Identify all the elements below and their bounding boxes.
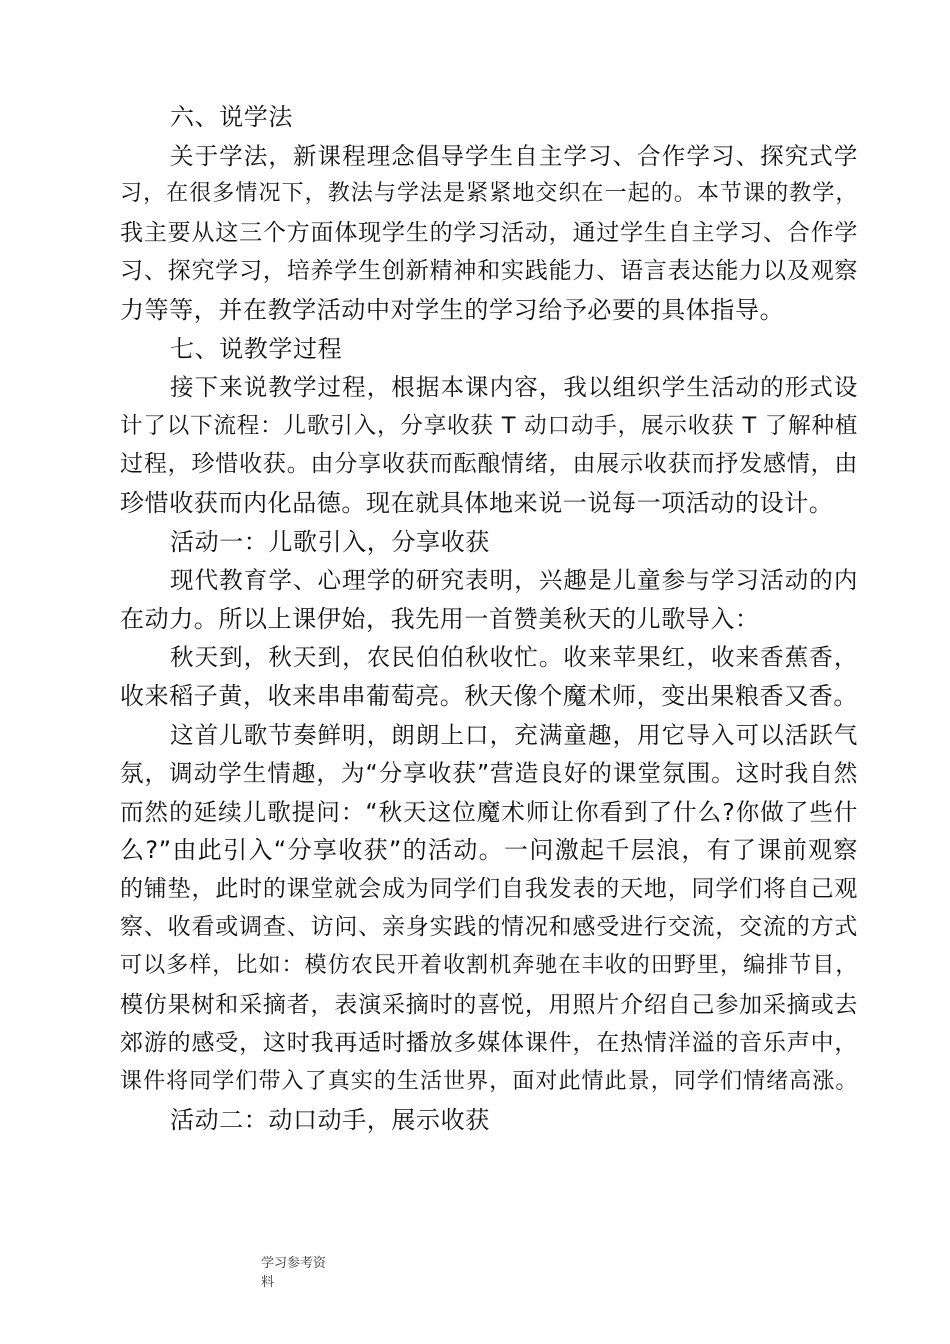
text-line: 现代教育学、心理学的研究表明，兴趣是儿童参与学习活动的内 (170, 566, 858, 595)
text-line: 模仿果树和采摘者，表演采摘时的喜悦，用照片介绍自己参加采摘或去 (120, 991, 858, 1018)
text-line: 力等等，并在教学活动中对学生的学习给予必要的具体指导。 (120, 295, 785, 324)
text-line: 这首儿歌节奏鲜明，朗朗上口，充满童趣，用它导入可以活跃气 (170, 720, 858, 749)
text-line: 而然的延续儿歌提问：“秋天这位魔术师让你看到了什么?你做了些什 (120, 797, 858, 826)
text-line: 我主要从这三个方面体现学生的学习活动，通过学生自主学习、合作学 (120, 219, 858, 246)
text-line: 活动二：动口动手，展示收获 (170, 1106, 490, 1135)
text-line: 收来稻子黄，收来串串葡萄亮。秋天像个魔术师，变出果粮香又香。 (120, 681, 858, 710)
text-line: 习，在很多情况下，教法与学法是紧紧地交织在一起的。本节课的教学， (120, 181, 858, 207)
text-line: 计了以下流程：儿歌引入，分享收获 T 动口动手，展示收获 T 了解种植 (120, 412, 858, 439)
text-line: 在动力。所以上课伊始，我先用一首赞美秋天的儿歌导入： (120, 604, 760, 633)
page-footer (261, 1254, 326, 1292)
text-line: 七、说教学过程 (170, 334, 343, 363)
text-line: 察、收看或调查、访问、亲身实践的情况和感受进行交流，交流的方式 (120, 914, 858, 941)
text-line: 过程，珍惜收获。由分享收获而酝酿情绪，由展示收获而抒发感情，由 (120, 451, 858, 478)
text-line: 活动一：儿歌引入，分享收获 (170, 527, 490, 556)
text-line: 关于学法，新课程理念倡导学生自主学习、合作学习、探究式学 (170, 141, 858, 170)
footer-line-2: 料 (261, 1275, 275, 1290)
text-line: 六、说学法 (170, 103, 293, 131)
text-line: 珍惜收获而内化品德。现在就具体地来说一说每一项活动的设计。 (120, 488, 834, 517)
text-line: 氛，调动学生情趣，为“分享收获”营造良好的课堂氛围。这时我自然 (120, 759, 858, 788)
text-line: 么?”由此引入“分享收获”的活动。一问激起千层浪，有了课前观察 (120, 836, 858, 865)
text-line: 郊游的感受，这时我再适时播放多媒体课件，在热情洋溢的音乐声中， (120, 1030, 858, 1057)
text-line: 的铺垫，此时的课堂就会成为同学们自我发表的天地，同学们将自己观 (120, 875, 858, 902)
text-line: 接下来说教学过程，根据本课内容，我以组织学生活动的形式设 (170, 373, 858, 402)
text-line: 习、探究学习，培养学生创新精神和实践能力、语言表达能力以及观察 (120, 258, 858, 285)
text-line: 课件将同学们带入了真实的生活世界，面对此情此景，同学们情绪高涨。 (120, 1068, 858, 1094)
text-line: 可以多样，比如：模仿农民开着收割机奔驰在丰收的田野里，编排节目， (120, 953, 858, 979)
footer-line-1: 学习参考资 (261, 1256, 327, 1271)
text-line: 秋天到，秋天到，农民伯伯秋收忙。收来苹果红，收来香蕉香， (170, 643, 858, 672)
document-body (120, 98, 858, 1140)
